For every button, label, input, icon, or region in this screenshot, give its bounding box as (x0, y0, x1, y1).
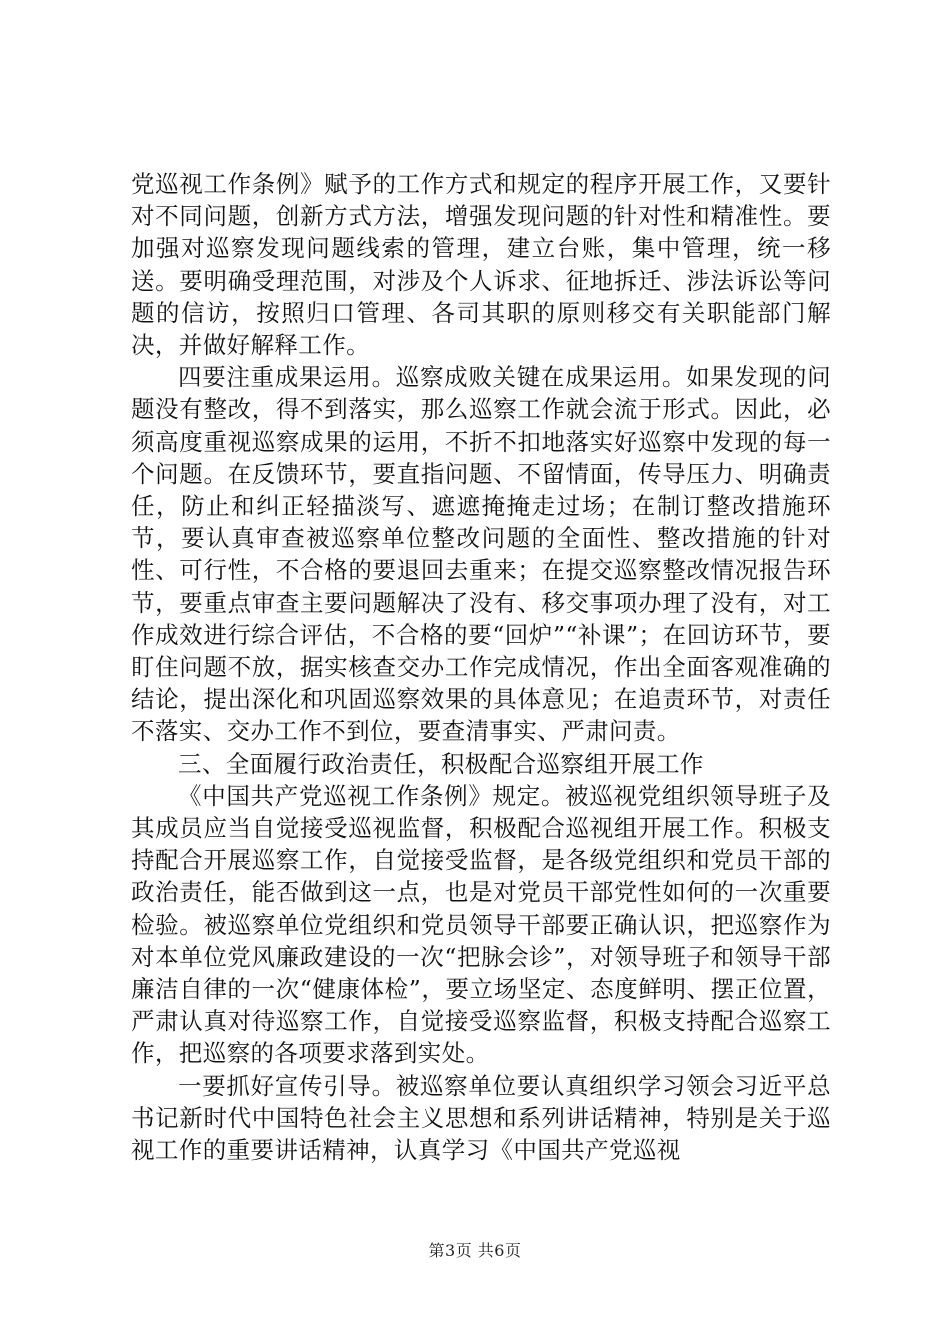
paragraph-1: 党巡视工作条例》赋予的工作方式和规定的程序开展工作，又要针对不同问题，创新方式方法，增强发现问题的针对性和精准性。要加强对巡察发现问题线索的管理，建立台账，集中管理，统一移送。要明确受理范围，对涉及个人诉求、征地拆迁、涉法诉讼等问题的信访，按照归口管理、各司其职的原则移交有关职能部门解决，并做好解释工作。 (131, 170, 831, 360)
paragraph-4: 一要抓好宣传引导。被巡察单位要认真组织学习领会习近平总书记新时代中国特色社会主义思想和系列讲话精神，特别是关于巡视工作的重要讲话精神，认真学习《中国共产党巡视 (131, 1071, 831, 1165)
paragraph-2: 四要注重成果运用。巡察成败关键在成果运用。如果发现的问题没有整改，得不到落实，那么巡察工作就会流于形式。因此，必须高度重视巡察成果的运用，不折不扣地落实好巡察中发现的每一个问题。在反馈环节，要直指问题、不留情面，传导压力、明确责任，防止和纠正轻描淡写、遮遮掩掩走过场；在制订整改措施环节，要认真审查被巡察单位整改问题的全面性、整改措施的针对性、可行性，不合格的要退回去重来；在提交巡察整改情况报告环节，要重点审查主要问题解决了没有、移交事项办理了没有，对工作成效进行综合评估，不合格的要“回炉”“补课”；在回访环节，要盯住问题不放，据实核查交办工作完成情况，作出全面客观准确的结论，提出深化和巩固巡察效果的具体意见；在追责环节，对责任不落实、交办工作不到位，要查清事实、严肃问责。 (131, 363, 831, 746)
paragraph-3: 《中国共产党巡视工作条例》规定。被巡视党组织领导班子及其成员应当自觉接受巡视监督，积极配合巡视组开展工作。积极支持配合开展巡察工作，自觉接受监督，是各级党组织和党员干部的政治责任，能否做到这一点，也是对党员干部党性如何的一次重要检验。被巡察单位党组织和党员领导干部要正确认识，把巡察作为对本单位党风廉政建设的一次“把脉会诊”，对领导班子和领导干部廉洁自律的一次“健康体检”，要立场坚定、态度鲜明、摆正位置，严肃认真对待巡察工作，自觉接受巡察监督，积极支持配合巡察工作，把巡察的各项要求落到实处。 (131, 781, 831, 1068)
page-number-footer: 第3页 共6页 (428, 1241, 522, 1260)
section-heading: 三、全面履行政治责任，积极配合巡察组开展工作 (178, 749, 704, 778)
document-body (131, 168, 831, 1166)
